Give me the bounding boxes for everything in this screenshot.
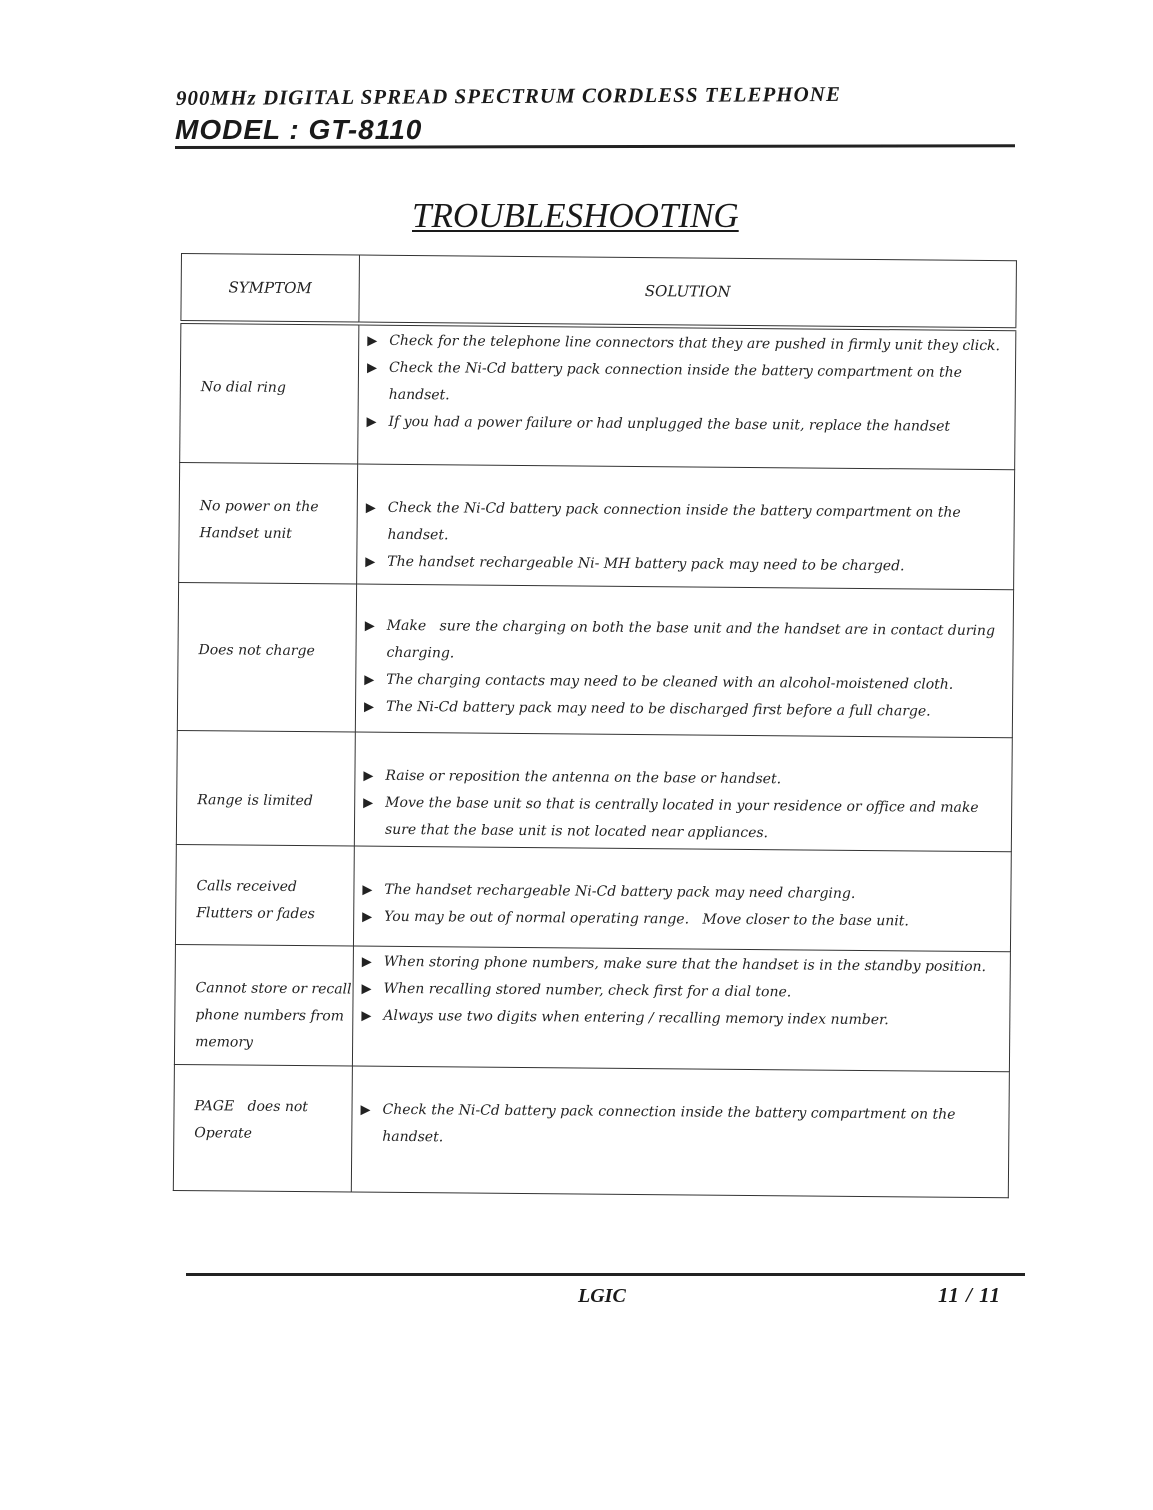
table-row xyxy=(179,462,1015,589)
symptom-cell xyxy=(174,944,353,1066)
symptom-line: Cannot store or recall xyxy=(195,979,352,998)
symptom-cell xyxy=(180,322,359,464)
footer-divider xyxy=(186,1273,1025,1276)
symptom-line: Does not charge xyxy=(198,641,315,659)
arrow-bullet-icon: ▶ xyxy=(361,954,372,970)
solution-item xyxy=(364,693,1012,726)
solution-text: Check for the telephone line connectors that they are pushed in firmly unit they click. xyxy=(389,332,1001,355)
solution-text: Check the Ni-Cd battery pack connection inside the battery compartment on the handset. xyxy=(387,499,966,543)
solution-text: When recalling stored number, check first for a dial tone. xyxy=(383,980,792,1000)
symptom-text xyxy=(181,324,359,403)
solution-item xyxy=(364,612,1012,672)
symptom-line: Range is limited xyxy=(197,791,313,809)
solution-item xyxy=(360,1096,1008,1156)
solution-list xyxy=(357,464,1014,581)
solution-text: You may be out of normal operating range. Move closer to the base unit. xyxy=(384,908,909,929)
symptom-line: No power on the xyxy=(199,497,319,515)
solution-text: Check the Ni-Cd battery pack connection inside the battery compartment on the handset. xyxy=(388,359,967,404)
table-row xyxy=(174,944,1010,1071)
solution-cell xyxy=(358,324,1016,470)
symptom-text xyxy=(178,582,356,665)
symptom-line: phone numbers from xyxy=(195,1006,345,1024)
arrow-bullet-icon: ▶ xyxy=(363,795,374,811)
document-subtitle: 900MHz DIGITAL SPREAD SPECTRUM CORDLESS TELEPHONE xyxy=(175,81,841,110)
solution-text: Move the base unit so that is centrally located in your residence or office and make sure that the base unit is not located near appliances. xyxy=(384,794,984,841)
symptom-text xyxy=(176,844,354,928)
solution-item xyxy=(362,903,1010,936)
symptom-line: Handset unit xyxy=(199,524,292,542)
solution-list xyxy=(354,846,1011,936)
solution-text: The handset rechargeable Ni-Cd battery pack may need charging. xyxy=(384,881,856,902)
solution-text: Always use two digits when entering / recalling memory index number. xyxy=(383,1007,889,1028)
symptom-text xyxy=(175,944,353,1057)
symptom-cell xyxy=(173,1064,352,1192)
solution-item xyxy=(366,409,1014,442)
symptom-cell xyxy=(179,462,358,584)
solution-item xyxy=(365,494,1013,554)
solution-item xyxy=(365,548,1013,581)
symptom-cell xyxy=(175,844,354,946)
page-title: TROUBLESHOOTING xyxy=(412,196,739,235)
arrow-bullet-icon: ▶ xyxy=(362,882,373,898)
solution-text: The charging contacts may need to be cleaned with an alcohol-moistened cloth. xyxy=(386,671,954,693)
symptom-line: Operate xyxy=(194,1124,253,1142)
symptom-column-header: SYMPTOM xyxy=(181,254,360,324)
arrow-bullet-icon: ▶ xyxy=(366,360,378,376)
solution-text: The handset rechargeable Ni- MH battery pack may need to be charged. xyxy=(387,553,905,574)
table-row xyxy=(180,322,1016,469)
solution-list xyxy=(355,732,1012,849)
troubleshooting-table xyxy=(173,253,1017,1198)
solution-column-header: SOLUTION xyxy=(359,255,1017,329)
solution-cell xyxy=(354,732,1012,852)
solution-item xyxy=(361,1002,1009,1035)
arrow-bullet-icon: ▶ xyxy=(365,500,376,516)
table-row xyxy=(173,1064,1009,1197)
symptom-line: Flutters or fades xyxy=(196,904,315,922)
solution-text: Raise or reposition the antenna on the base or handset. xyxy=(385,767,782,787)
arrow-bullet-icon: ▶ xyxy=(364,618,375,634)
solution-cell xyxy=(352,946,1010,1072)
solution-list xyxy=(356,584,1013,726)
symptom-cell xyxy=(176,730,355,846)
solution-list xyxy=(352,1066,1009,1156)
table-header-row xyxy=(181,254,1017,330)
arrow-bullet-icon: ▶ xyxy=(364,672,375,688)
symptom-text xyxy=(177,730,355,815)
symptom-line: Calls received xyxy=(196,877,297,895)
model-number: MODEL : GT-8110 xyxy=(175,114,423,145)
solution-text: Make sure the charging on both the base unit and the handset are in contact during charging. xyxy=(386,617,1000,661)
solution-cell xyxy=(351,1066,1009,1198)
table-row xyxy=(176,730,1012,851)
symptom-line: PAGE does not xyxy=(194,1097,309,1115)
arrow-bullet-icon: ▶ xyxy=(361,1008,372,1024)
solution-cell xyxy=(353,846,1011,952)
solution-text: If you had a power failure or had unplugged the base unit, replace the handset xyxy=(388,413,951,435)
solution-cell xyxy=(357,464,1015,590)
footer-brand: LGIC xyxy=(578,1285,626,1307)
arrow-bullet-icon: ▶ xyxy=(367,333,378,349)
arrow-bullet-icon: ▶ xyxy=(361,981,372,997)
solution-list xyxy=(353,946,1010,1035)
solution-item xyxy=(363,789,1011,849)
solution-text: The Ni-Cd battery pack may need to be discharged first before a full charge. xyxy=(385,698,931,720)
arrow-bullet-icon: ▶ xyxy=(360,1102,371,1118)
arrow-bullet-icon: ▶ xyxy=(363,699,375,715)
table-body xyxy=(173,254,1016,1198)
troubleshooting-table-wrapper xyxy=(173,253,1017,1198)
solution-text: Check the Ni-Cd battery pack connection inside the battery compartment on the handset. xyxy=(382,1101,960,1145)
symptom-cell xyxy=(177,582,356,732)
arrow-bullet-icon: ▶ xyxy=(366,414,377,430)
solution-list xyxy=(358,326,1015,442)
symptom-line: No dial ring xyxy=(200,379,286,396)
solution-item xyxy=(367,355,1015,415)
solution-text: When storing phone numbers, make sure that the handset is in the standby position. xyxy=(383,953,987,975)
symptom-line: memory xyxy=(195,1033,254,1051)
page-number: 11 / 11 xyxy=(938,1283,1002,1307)
arrow-bullet-icon: ▶ xyxy=(365,554,376,570)
solution-cell xyxy=(355,584,1013,738)
table-row xyxy=(175,844,1011,951)
arrow-bullet-icon: ▶ xyxy=(363,768,374,784)
symptom-text xyxy=(179,463,357,549)
arrow-bullet-icon: ▶ xyxy=(362,909,373,925)
table-row xyxy=(177,582,1013,737)
header-divider xyxy=(175,144,1015,149)
symptom-text xyxy=(174,1064,352,1148)
